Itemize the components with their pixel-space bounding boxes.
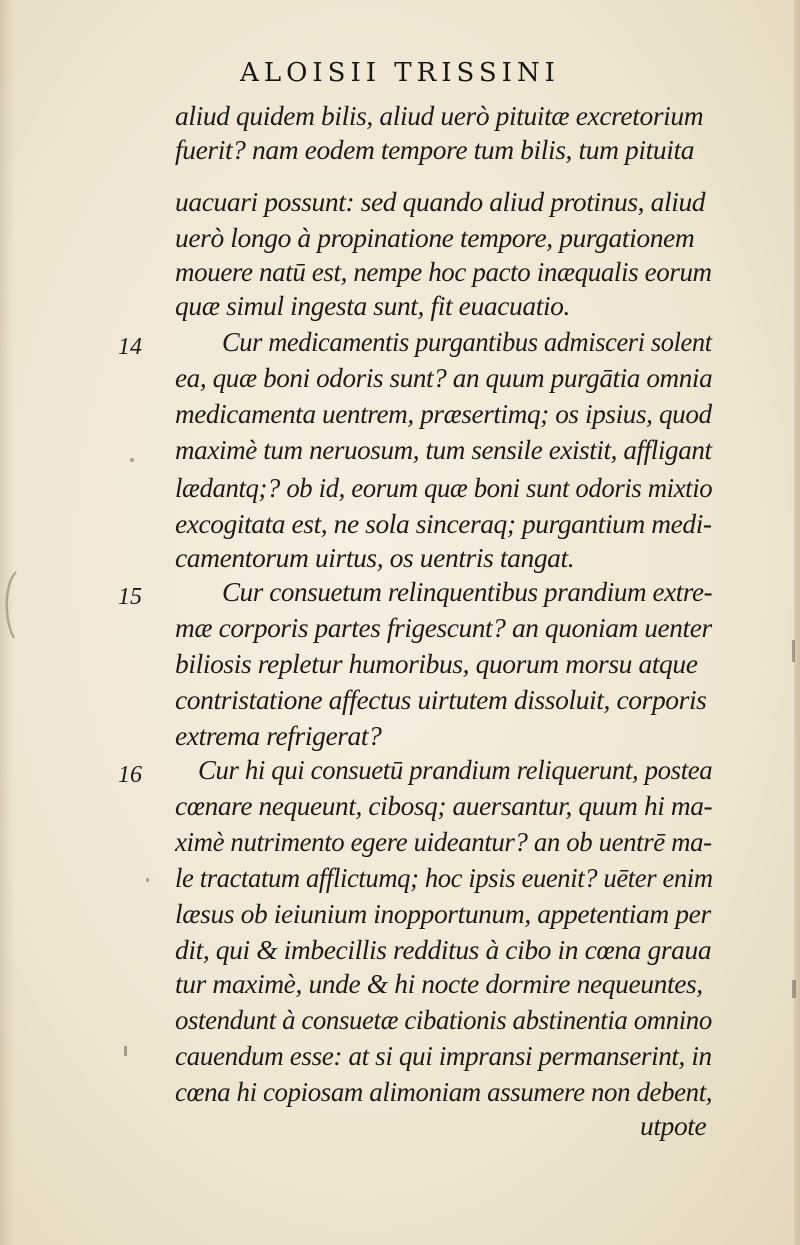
text-line-19: Cur hi qui consuetū prandium reliquerunt, postea xyxy=(198,754,713,785)
text-line-26: ostendunt à consuetæ cibationis abstinentia omnino xyxy=(175,1004,712,1035)
edge-mark xyxy=(792,640,795,662)
text-line-25: tur maximè, unde & hi nocte dormire nequeuntes, xyxy=(175,968,703,999)
text-line-1: aliud quidem bilis, aliud uerò pituitæ excretorium xyxy=(175,100,704,131)
margin-speck xyxy=(124,1046,127,1056)
text-line-16: biliosis repletur humoribus, quorum morsu atque xyxy=(175,648,698,679)
text-line-14: Cur consuetum relinquentibus prandium extre- xyxy=(222,576,713,607)
text-line-28: cœna hi copiosam alimoniam assumere non debent, xyxy=(175,1076,713,1107)
text-line-11: lædantq;? ob id, eorum quæ boni sunt odoris mixtio xyxy=(175,472,713,503)
text-line-21: ximè nutrimento egere uideantur? an ob uentrē ma- xyxy=(175,826,712,857)
text-line-23: læsus ob ieiunium inopportunum, appetentiam per xyxy=(175,898,711,929)
text-line-22: le tractatum afflictumq; hoc ipsis euenit? uēter enim xyxy=(175,862,713,893)
catchword: utpote xyxy=(640,1110,707,1141)
text-line-12: excogitata est, ne sola sinceraq; purgantium medi- xyxy=(175,508,712,539)
text-line-2: fuerit? nam eodem tempore tum bilis, tum pituita xyxy=(175,134,695,165)
text-line-7: Cur medicamentis purgantibus admisceri solent xyxy=(222,326,712,357)
margin-bracket-mark xyxy=(0,570,22,640)
margin-speck xyxy=(130,458,134,462)
text-line-27: cauendum esse: at si qui impransi permanserint, in xyxy=(175,1040,712,1071)
section-number-14: 14 xyxy=(118,334,142,360)
text-line-17: contristatione affectus uirtutem dissoluit, corporis xyxy=(175,684,707,715)
section-number-16: 16 xyxy=(118,762,142,788)
text-line-24: dit, qui & imbecillis redditus à cibo in cœna graua xyxy=(175,934,712,965)
text-line-18: extrema refrigerat? xyxy=(175,720,382,751)
page-edge xyxy=(794,0,800,1245)
text-line-9: medicamenta uentrem, præsertimq; os ipsius, quod xyxy=(175,398,712,429)
text-line-15: mæ corporis partes frigescunt? an quoniam uenter xyxy=(175,612,712,643)
text-line-13: camentorum uirtus, os uentris tangat. xyxy=(175,542,575,573)
text-line-20: cœnare nequeunt, cibosq; auersantur, quum hi ma- xyxy=(175,790,713,821)
text-line-4: uerò longo à propinatione tempore, purgationem xyxy=(175,222,695,253)
text-line-6: quæ simul ingesta sunt, fit euacuatio. xyxy=(175,290,571,321)
text-line-3: uacuari possunt: sed quando aliud protinus, aliud xyxy=(175,186,706,217)
running-title: ALOISII TRISSINI xyxy=(240,58,560,88)
section-number-15: 15 xyxy=(118,584,142,610)
text-line-5: mouere natū est, nempe hoc pacto inæqualis eorum xyxy=(175,256,712,287)
margin-speck xyxy=(146,878,149,882)
text-line-10: maximè tum neruosum, tum sensile existit, affligant xyxy=(175,434,712,465)
text-line-8: ea, quæ boni odoris sunt? an quum purgātia omnia xyxy=(175,362,713,393)
edge-mark xyxy=(792,980,796,998)
